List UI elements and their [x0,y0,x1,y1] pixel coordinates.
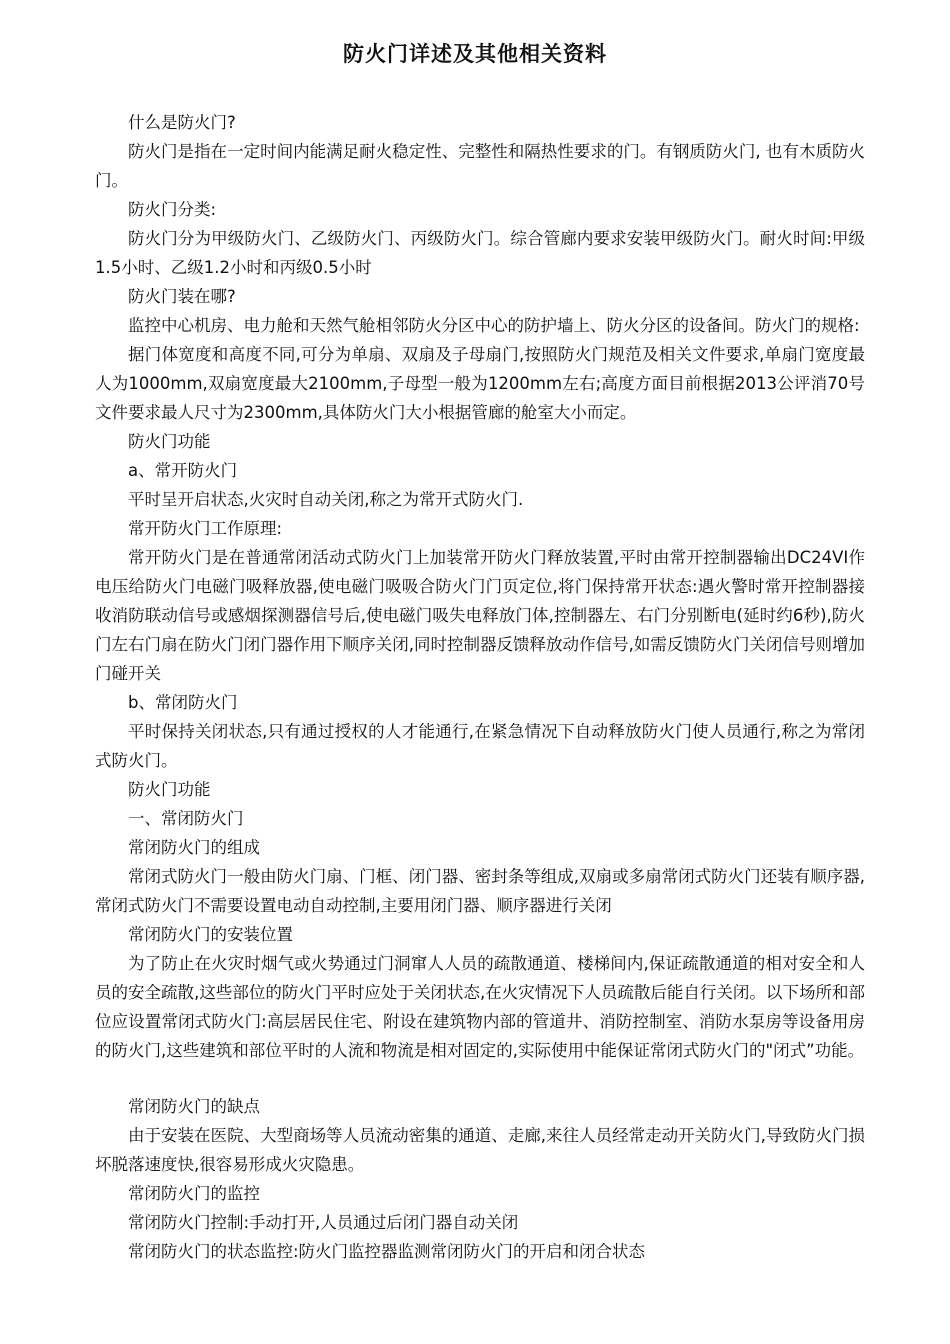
document-title: 防火门详述及其他相关资料 [343,42,607,66]
paragraph: 常闭防火门的监控 [128,1184,260,1203]
paragraph: 常闭防火门的缺点 [128,1097,260,1116]
paragraph: 平时保持关闭状态,只有通过授权的人才能通行,在紧急情况下自动释放防火门使人员通行,称之为常闭式防火门。 [95,722,865,770]
paragraph: 监控中心机房、电力舱和天然气舱相邻防火分区中心的防护墙上、防火分区的设备间。防火门的规格: [128,316,860,335]
paragraph: b、常闭防火门 [128,693,238,712]
paragraph: 常开防火门是在普通常闭活动式防火门上加装常开防火门释放装置,平时由常开控制器输出DC24VI作电压给防火门电磁门吸释放器,使电磁门吸吸合防火门门页定位,将门保持常开状态:遇火警时常开控制器接收消防联动信号或感烟探测器信号后,使电磁门吸失电释放门体,控制器左、右门分别断电(延时约6秒),防火门左右门扇在防火门闭门器作用下顺序关闭,同时控制器反馈释放动作信号,如需反馈防火门关闭信号则增加门碰开关 [95,548,865,683]
paragraph-spacer [95,1065,865,1092]
paragraph: 据门体宽度和高度不同,可分为单扇、双扇及子母扇门,按照防火门规范及相关文件要求,单扇门宽度最人为1000mm,双扇宽度最大2100mm,子母型一般为1200mm左右;高度方面目前根据2013公评消70号文件要求最人尺寸为2300mm,具体防火门大小根据管廊的舱室大小而定。 [95,345,865,422]
paragraph: 防火门功能 [128,780,211,799]
paragraph: 常闭防火门的状态监控:防火门监控器监测常闭防火门的开启和闭合状态 [128,1242,646,1261]
paragraph: 什么是防火门? [128,113,236,132]
paragraph: 防火门分为甲级防火门、乙级防火门、丙级防火门。综合管廊内要求安装甲级防火门。耐火时间:甲级1.5小时、乙级1.2小时和丙级0.5小时 [95,229,865,277]
paragraph: 常闭防火门的组成 [128,838,260,857]
document-body [95,108,865,1266]
paragraph: 平时呈开启状态,火灾时自动关闭,称之为常开式防火门. [128,490,524,509]
paragraph: 为了防止在火灾时烟气或火势通过门洞窜人人员的疏散通道、楼梯间内,保证疏散通道的相对安全和人员的安全疏散,这些部位的防火门平时应处于关闭状态,在火灾情况下人员疏散后能自行关闭。以下场所和部位应设置常闭式防火门:高层居民住宅、附设在建筑物内部的管道井、消防控制室、消防水泵房等设备用房的防火门,这些建筑和部位平时的人流和物流是相对固定的,实际使用中能保证常闭式防火门的"闭式”功能。 [95,954,865,1060]
paragraph: 常开防火门工作原理: [128,519,283,538]
paragraph: 由于安装在医院、大型商场等人员流动密集的通道、走廊,来往人员经常走动开关防火门,导致防火门损坏脱落速度快,很容易形成火灾隐患。 [95,1126,865,1174]
paragraph: 防火门是指在一定时间内能满足耐火稳定性、完整性和隔热性要求的门。有钢质防火门, 也有木质防火门。 [95,142,865,190]
paragraph: 常闭式防火门一般由防火门扇、门框、闭门器、密封条等组成,双扇或多扇常闭式防火门还装有顺序器,常闭式防火门不需要设置电动自动控制,主要用闭门器、顺序器进行关闭 [95,867,865,915]
paragraph: 防火门功能 [128,432,211,451]
paragraph: 常闭防火门的安装位置 [128,925,293,944]
paragraph: 防火门装在哪? [128,287,236,306]
paragraph: 一、常闭防火门 [128,809,244,828]
paragraph: 防火门分类: [128,200,217,219]
paragraph: a、常开防火门 [128,461,238,480]
paragraph: 常闭防火门控制:手动打开,人员通过后闭门器自动关闭 [128,1213,519,1232]
